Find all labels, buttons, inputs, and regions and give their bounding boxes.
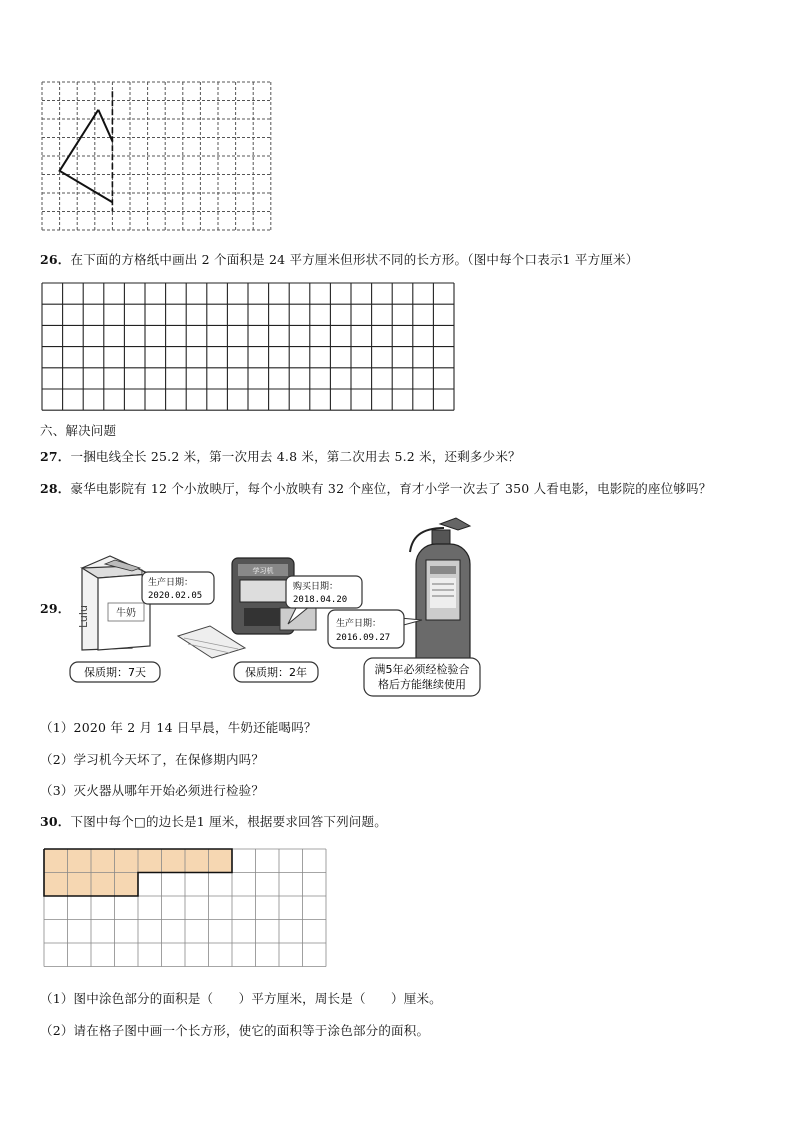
question-number: 26． xyxy=(40,252,71,267)
svg-text:购买日期：: 购买日期： xyxy=(293,582,339,592)
question-text: 豪华电影院有 12 个小放映厅，每个小放映有 32 个座位，育才小学一次去了 350 人看电影，电影院的座位够吗？ xyxy=(70,481,712,496)
milk-carton-icon xyxy=(77,556,150,650)
section-title: 六、解决问题 xyxy=(40,423,117,438)
svg-text:满5年必须经检验合: 满5年必须经检验合 xyxy=(374,663,470,676)
grid-line xyxy=(98,110,112,141)
svg-text:2016.09.27: 2016.09.27 xyxy=(336,633,391,643)
question-27 xyxy=(40,447,521,465)
grid-paper-26[interactable] xyxy=(42,283,456,413)
question-29-sub3: （3）灭火器从哪年开始必须进行检验？ xyxy=(40,783,265,798)
svg-text:生产日期：: 生产日期： xyxy=(336,619,382,629)
grid-paper-30[interactable] xyxy=(44,849,330,969)
question-text: 在下面的方格纸中画出 2 个面积是 24 平方厘米但形状不同的长方形。（图中每个口表示1 平方厘米） xyxy=(70,252,639,267)
question-number: 27． xyxy=(40,449,71,464)
svg-text:Lulu: Lulu xyxy=(77,605,90,628)
question-number: 28． xyxy=(40,481,71,496)
question-30 xyxy=(40,812,387,830)
svg-text:保质期：2年: 保质期：2年 xyxy=(245,666,307,679)
question-text: 一捆电线全长 25.2 米，第一次用去 4.8 米，第二次用去 5.2 米，还剩多少米？ xyxy=(70,449,521,464)
question-29-sub2: （2）学习机今天坏了，在保修期内吗？ xyxy=(40,752,265,767)
question-30-sub1: （1）图中涂色部分的面积是（ ）平方厘米，周长是（ ）厘米。 xyxy=(40,991,442,1006)
question-29-number: 29． xyxy=(40,601,71,616)
question-text: 下图中每个□的边长是1 厘米，根据要求回答下列问题。 xyxy=(70,814,387,829)
q29-illustration xyxy=(60,508,490,708)
svg-text:生产日期：: 生产日期： xyxy=(148,578,194,588)
svg-text:保质期：7天: 保质期：7天 xyxy=(84,666,146,679)
top-symmetry-grid xyxy=(42,82,272,232)
svg-text:格后方能继续使用: 格后方能继续使用 xyxy=(378,678,466,691)
svg-text:2020.02.05: 2020.02.05 xyxy=(148,591,203,601)
question-30-sub2: （2）请在格子图中画一个长方形，使它的面积等于涂色部分的面积。 xyxy=(40,1023,430,1038)
svg-text:2018.04.20: 2018.04.20 xyxy=(293,595,348,605)
question-29-sub1: （1）2020 年 2 月 14 日早晨，牛奶还能喝吗？ xyxy=(40,720,317,735)
question-number: 30． xyxy=(40,814,71,829)
question-26 xyxy=(40,250,638,268)
question-28 xyxy=(40,479,711,497)
svg-text:牛奶: 牛奶 xyxy=(116,608,136,619)
svg-text:学习机: 学习机 xyxy=(252,567,274,575)
